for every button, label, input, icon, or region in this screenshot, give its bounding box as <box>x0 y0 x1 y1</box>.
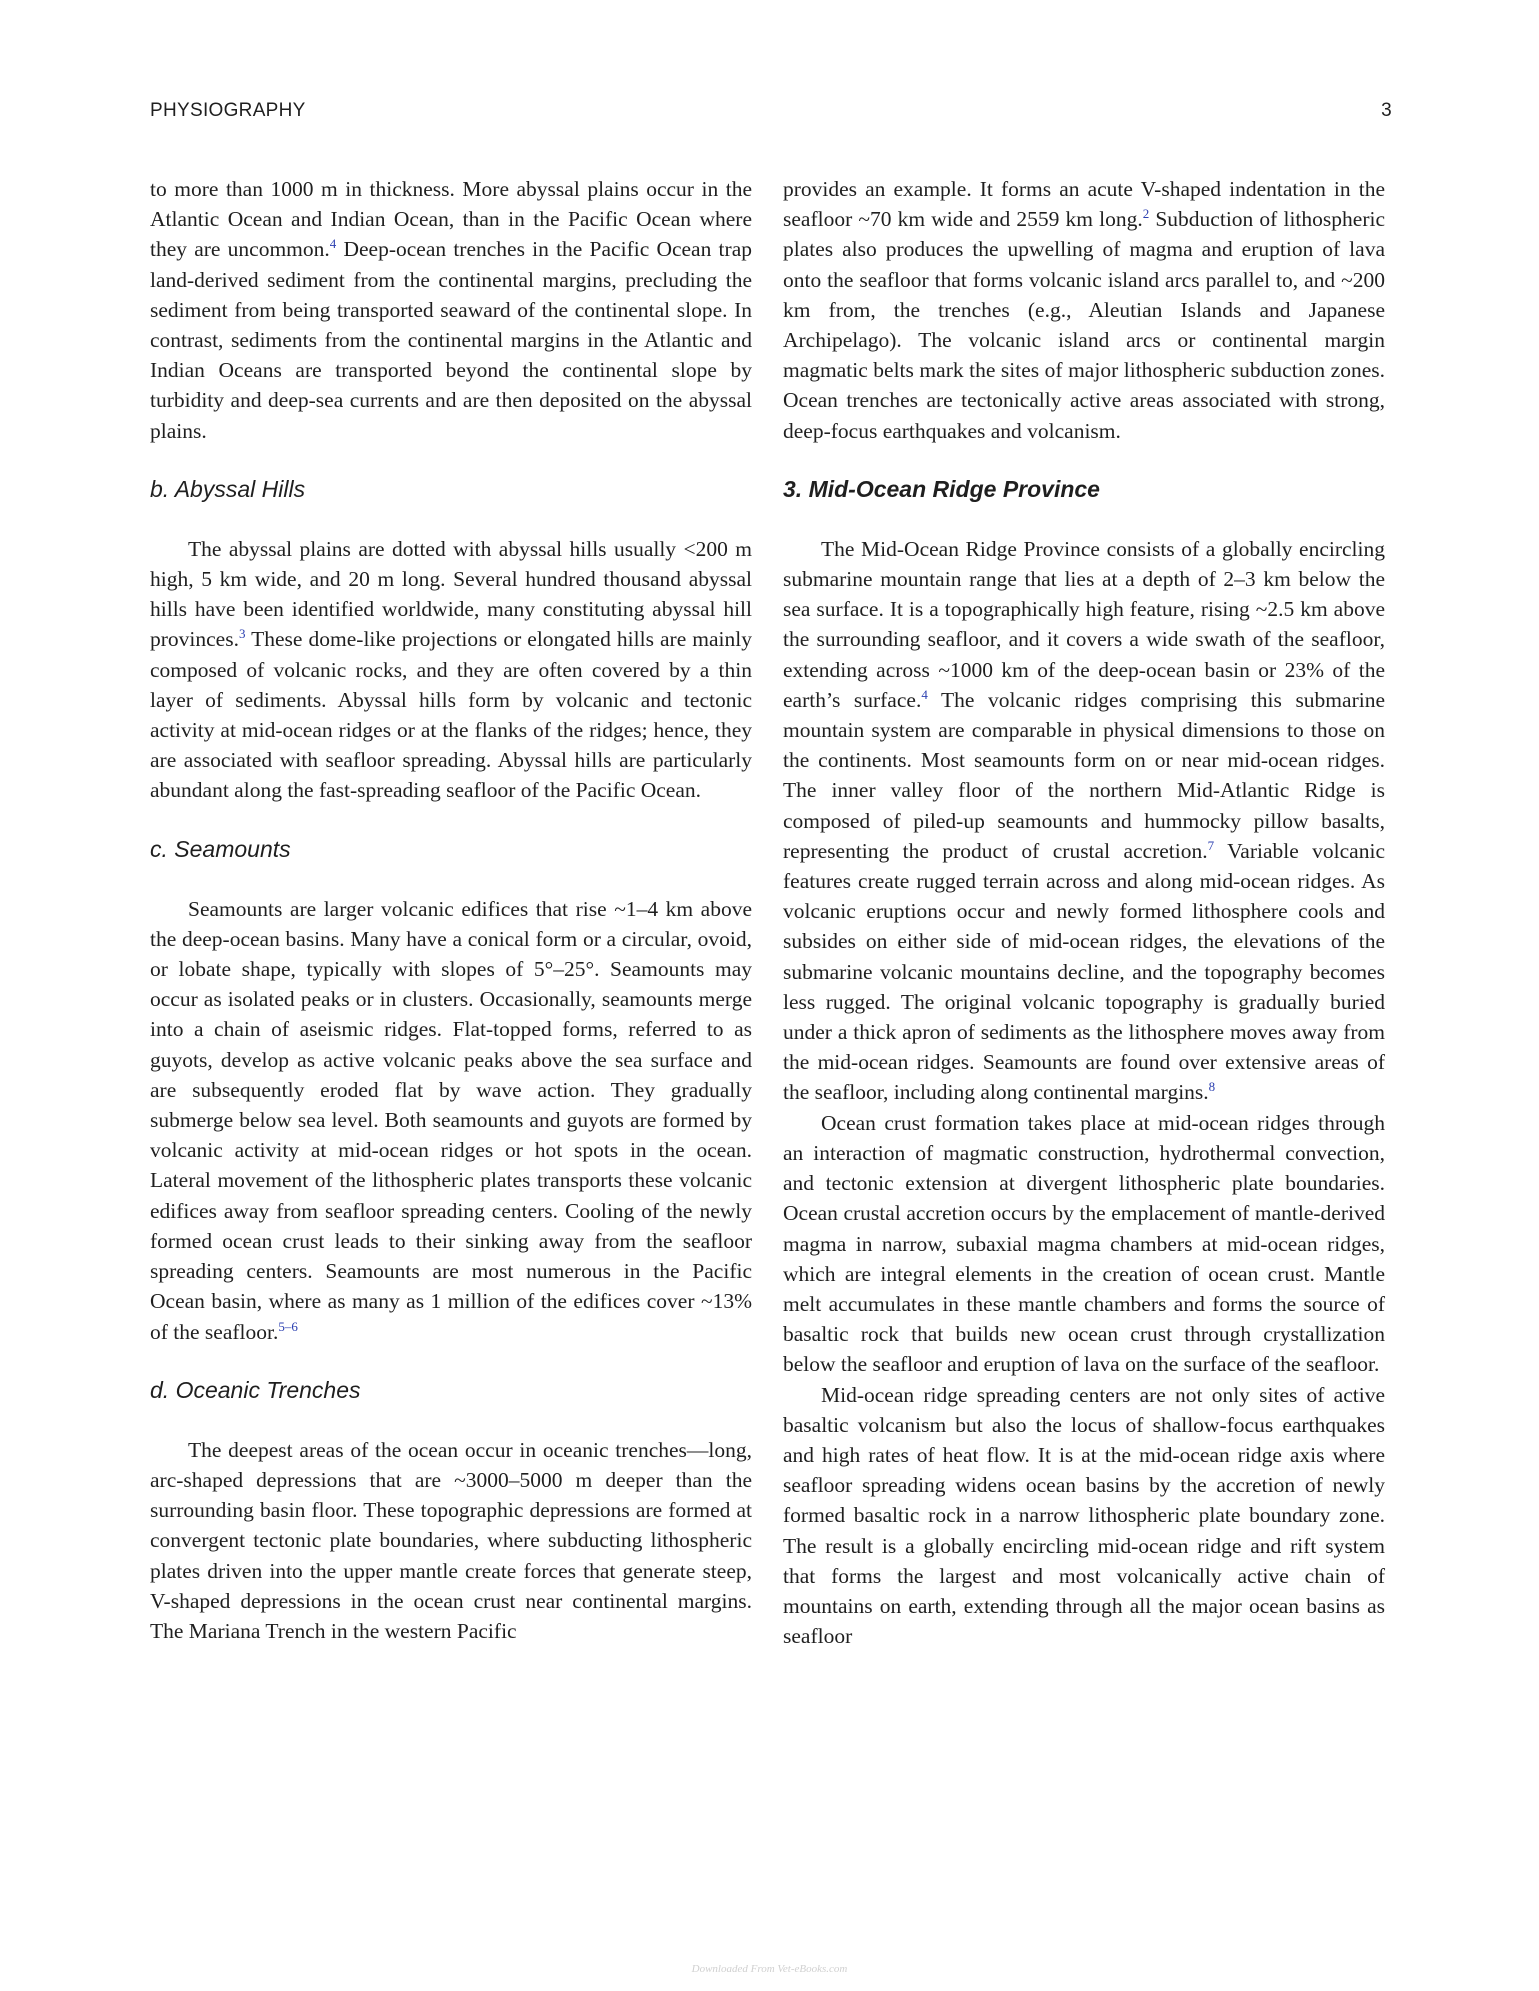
section-heading-oceanic-trenches: d. Oceanic Trenches <box>150 1376 361 1403</box>
reference-link[interactable]: 2 <box>1142 206 1150 222</box>
paragraph-text: Mid-ocean ridge spreading centers are not only sites of active basaltic volcanism but also the locus of shallow-focus earthquakes and high rates of heat flow. It is at the mid-ocean ridge axis where seafloor spreading widens ocean basins by the accretion of newly formed basaltic rock in a narrow lithospheric plate boundary zone. The result is a globally encircling mid-ocean ridge and rift system that forms the largest and most volcanically active chain of mountains on earth, extending through all the major ocean basins as seafloor <box>783 1382 1385 1649</box>
paragraph-text: The deepest areas of the ocean occur in oceanic trenches—long, arc-shaped depressions that are ~3000–5000 m deeper than the surrounding basin floor. These topographic depressions are formed at convergent tectonic plate boundaries, where subducting lithospheric plates driven into the upper mantle create forces that generate steep, V-shaped depressions in the ocean crust near continental margins. The Mariana Trench in the western Pacific <box>150 1437 752 1643</box>
reference-link[interactable]: 3 <box>238 626 246 642</box>
page-number: 3 <box>1381 100 1392 121</box>
paragraph-oceanic-trenches <box>150 1435 752 1646</box>
paragraph-text: Variable volcanic features create rugged terrain across and along mid-ocean ridges. As volcanic eruptions occur and newly formed lithosphere cools and subsides on either side of mid-ocean ridges, the elevations of the submarine volcanic mountains decline, and the topography becomes less rugged. The original volcanic topography is gradually buried under a thick apron of sediments as the lithosphere moves away from the mid-ocean ridges. Seamounts are found over extensive areas of the seafloor, including along continental margins. <box>783 838 1385 1105</box>
download-watermark: Downloaded From Vet-eBooks.com <box>691 1963 848 1975</box>
section-heading-abyssal-hills: b. Abyssal Hills <box>150 475 306 502</box>
paragraph-text: Subduction of lithospheric plates also produces the upwelling of magma and eruption of lava onto the seafloor that forms volcanic island arcs parallel to, and ~200 km from, the trenches (e.g., Aleutian Islands and Japanese Archipelago). The volcanic island arcs or continental margin magmatic belts mark the sites of major lithospheric subduction zones. Ocean trenches are tectonically active areas associated with strong, deep-focus earthquakes and volcanism. <box>783 207 1385 443</box>
paragraph-seamounts <box>150 894 752 1347</box>
paragraph-mid-ocean-ridge-3 <box>783 1380 1385 1652</box>
reference-link[interactable]: 7 <box>1207 837 1215 853</box>
running-header <box>150 100 1392 124</box>
reference-link[interactable]: 4 <box>921 686 928 702</box>
paragraph-text: provides an example. It forms an acute V-shaped indentation in the seafloor ~70 km wide and 2559 km long. <box>783 177 1385 232</box>
section-heading-seamounts: c. Seamounts <box>150 835 291 862</box>
paragraph-text: Ocean crust formation takes place at mid-ocean ridges through an interaction of magmatic construction, hydrothermal convection, and tectonic extension at divergent lithospheric plate boundaries. Ocean crustal accretion occurs by the emplacement of mantle-derived magma in narrow, subaxial magma chambers at mid-ocean ridges, which are integral elements in the creation of ocean crust. Mantle melt accumulates in these mantle chambers and forms the source of basaltic rock that builds new ocean crust through crystallization below the seafloor and eruption of lava on the surface of the seafloor. <box>783 1110 1385 1377</box>
paragraph-trenches-continued <box>783 174 1385 446</box>
paragraph-text: The Mid-Ocean Ridge Province consists of a globally encircling submarine mountain range that lies at a depth of 2–3 km below the sea surface. It is a topographically high feature, rising ~2.5 km above the surrounding seafloor, and it covers a wide swath of the seafloor, extending across ~1000 km of the deep-ocean basin or 23% of the earth’s surface. <box>783 536 1385 712</box>
paragraph-text: Seamounts are larger volcanic edifices that rise ~1–4 km above the deep-ocean basins. Many have a conical form or a circular, ovoid, or lobate shape, typically with slopes of 5°–25°. Seamounts may occur as isolated peaks or in clusters. Occasionally, seamounts merge into a chain of aseismic ridges. Flat-topped forms, referred to as guyots, develop as active volcanic peaks above the sea surface and are subsequently eroded flat by wave action. They gradually submerge below sea level. Both seamounts and guyots are formed by volcanic activity at mid-ocean ridges or hot spots in the ocean. Lateral movement of the lithospheric plates transports these volcanic edifices away from seafloor spreading centers. Cooling of the newly formed ocean crust leads to their sinking away from the seafloor spreading centers. Seamounts are most numerous in the Pacific Ocean basin, where as many as 1 million of the edifices cover ~13% of the seafloor. <box>150 896 752 1344</box>
paragraph-text: The abyssal plains are dotted with abyssal hills usually <200 m high, 5 km wide, and 20 m long. Several hundred thousand abyssal hills have been identified worldwide, many constituting abyssal hill provinces. <box>150 536 752 652</box>
paragraph-mid-ocean-ridge-2 <box>783 1108 1385 1380</box>
reference-link[interactable]: 4 <box>329 236 337 252</box>
running-title: PHYSIOGRAPHY <box>150 100 306 121</box>
paragraph-text: Deep-ocean trenches in the Pacific Ocean trap land-derived sediment from the continental margins, precluding the sediment from being transported seaward of the continental slope. In contrast, sediments from the continental margins in the Atlantic and Indian Oceans are transported beyond the continental slope by turbidity and deep-sea currents and are then deposited on the abyssal plains. <box>150 237 752 443</box>
section-heading-mid-ocean-ridge: 3. Mid-Ocean Ridge Province <box>783 475 1100 502</box>
paragraph-mid-ocean-ridge-1 <box>783 534 1385 1108</box>
left-column <box>150 174 752 1646</box>
reference-link[interactable]: 8 <box>1208 1079 1216 1095</box>
paragraph-text: These dome-like projections or elongated hills are mainly composed of volcanic rocks, and they are often covered by a thin layer of sediments. Abyssal hills form by volcanic and tectonic activity at mid-ocean ridges or at the flanks of the ridges; hence, they are associated with seafloor spreading. Abyssal hills are particularly abundant along the fast-spreading seafloor of the Pacific Ocean. <box>150 627 752 803</box>
paragraph-abyssal-plains-continued <box>150 174 752 446</box>
right-column <box>783 174 1385 1651</box>
reference-link[interactable]: 5–6 <box>278 1318 298 1334</box>
paragraph-text: to more than 1000 m in thickness. More abyssal plains occur in the Atlantic Ocean and Indian Ocean, than in the Pacific Ocean where they are uncommon. <box>150 177 752 262</box>
paragraph-abyssal-hills <box>150 534 752 806</box>
paragraph-text: The volcanic ridges comprising this submarine mountain system are comparable in physical dimensions to those on the continents. Most seamounts form on or near mid-ocean ridges. The inner valley floor of the northern Mid-Atlantic Ridge is composed of piled-up seamounts and hummocky pillow basalts, representing the product of crustal accretion. <box>783 687 1385 863</box>
